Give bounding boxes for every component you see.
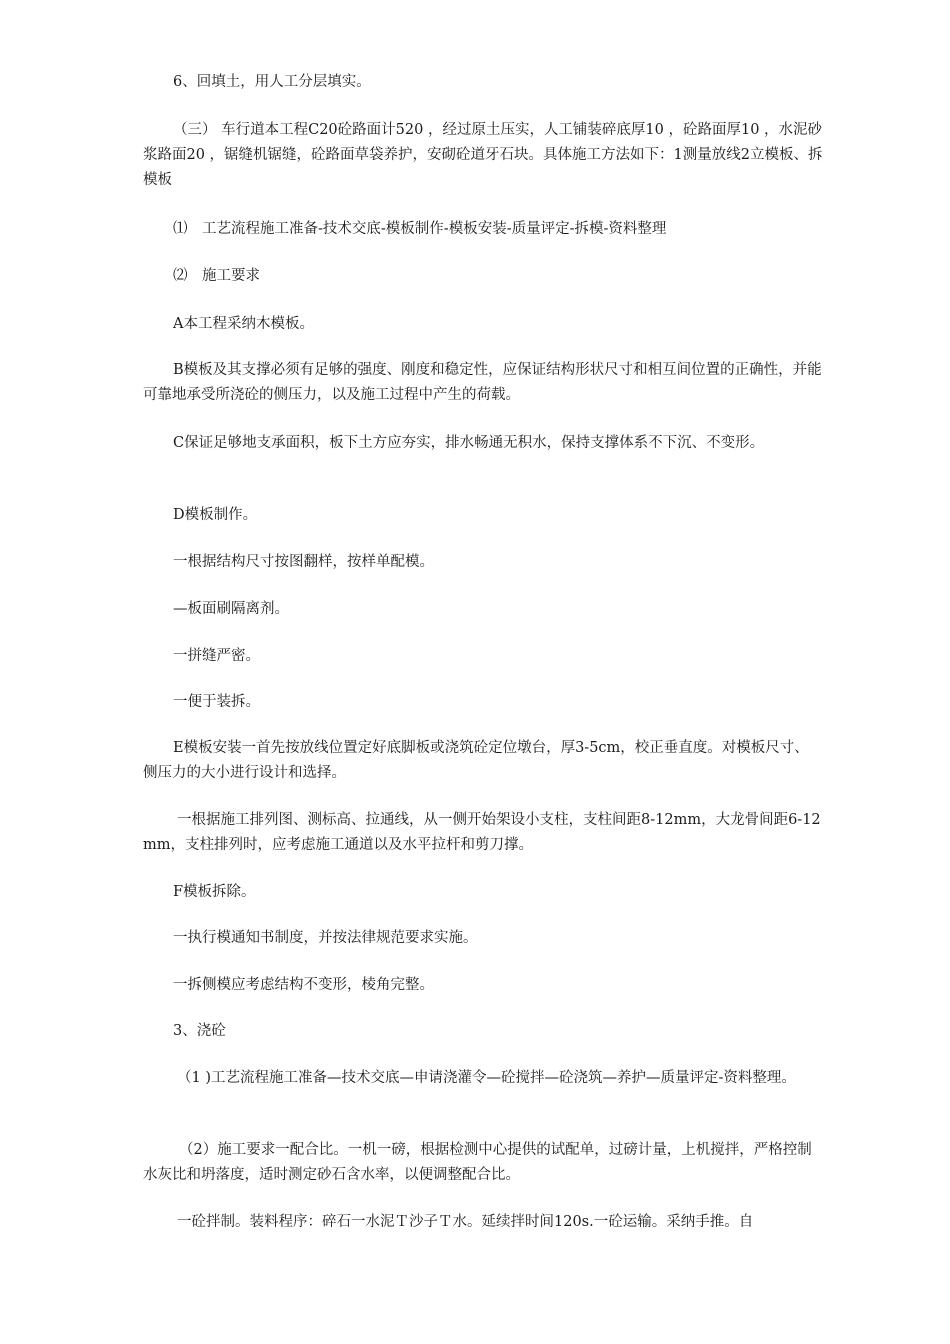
paragraph-pouring-flow: （1 )工艺流程施工准备—技术交底—申请浇灌令—砼搅拌—砼浇筑—养护—质量评定-资料整理。 xyxy=(177,1070,796,1086)
list-item-easy-assembly: 一便于装拆。 xyxy=(173,694,260,710)
list-item-release-agent: —板面刷隔离剂。 xyxy=(173,601,289,617)
paragraph-backfill: 6、回填土，用人工分层填实。 xyxy=(173,74,371,90)
paragraph-mixing: 一砼拌制。装料程序：碎石一水泥Ｔ沙子Ｔ水。延续拌时间120s.一砼运输。采纳手推。自 xyxy=(177,1214,754,1230)
list-item-tight-joints: 一拼缝严密。 xyxy=(173,648,260,664)
paragraph-requirements-heading: ⑵ 施工要求 xyxy=(173,268,260,284)
paragraph-item-f: F模板拆除。 xyxy=(173,884,256,900)
list-item-notice-system: 一执行模通知书制度，并按法律规范要求实施。 xyxy=(173,930,478,946)
list-item-side-form-removal: 一拆侧模应考虑结构不变形，棱角完整。 xyxy=(173,977,434,993)
paragraph-item-b: B模板及其支撑必须有足够的强度、刚度和稳定性，应保证结构形状尺寸和相互间位置的正确性，并能可靠地承受所浇砼的侧压力，以及施工过程中产生的荷载。 xyxy=(143,362,822,403)
section-heading-pouring: 3、浇砼 xyxy=(173,1023,226,1039)
paragraph-process-flow: ⑴ 工艺流程施工准备-技术交底-模板制作-模板安装-质量评定-拆模-资料整理 xyxy=(173,221,667,237)
paragraph-item-d: D模板制作。 xyxy=(173,507,258,523)
paragraph-mix-ratio: （2）施工要求一配合比。一机一磅，根据检测中心提供的试配单，过磅计量，上机搅拌，严格控制水灰比和坍落度，适时测定砂石含水率，以便调整配合比。 xyxy=(143,1142,812,1183)
list-item-layout: 一根据结构尺寸按图翻样，按样单配模。 xyxy=(173,554,434,570)
paragraph-support-layout: 一根据施工排列图、测标高、拉通线，从一侧开始架设小支柱，支柱间距8-12mm，大龙骨间距6-12mm，支柱排列时，应考虑施工通道以及水平拉杆和剪刀撑。 xyxy=(143,812,821,853)
paragraph-item-e: E模板安装一首先按放线位置定好底脚板或浇筑砼定位墩台，厚3-5cm，校正垂直度。对模板尺寸、侧压力的大小进行设计和选择。 xyxy=(143,740,809,781)
paragraph-item-c: C保证足够地支承面积，板下土方应夯实，排水畅通无积水，保持支撑体系不下沉、不变形。 xyxy=(173,435,765,451)
paragraph-item-a: A本工程采纳木模板。 xyxy=(173,316,314,332)
paragraph-roadway-intro: （三） 车行道本工程C20砼路面计520 ，经过原土压实，人工铺装碎底厚10 ，砼路面厚10 ，水泥砂浆路面20 ，锯缝机锯缝，砼路面草袋养护，安砌砼道牙石块。具体施工方法如下：1测量放线2立模板、拆模板 xyxy=(143,122,823,188)
